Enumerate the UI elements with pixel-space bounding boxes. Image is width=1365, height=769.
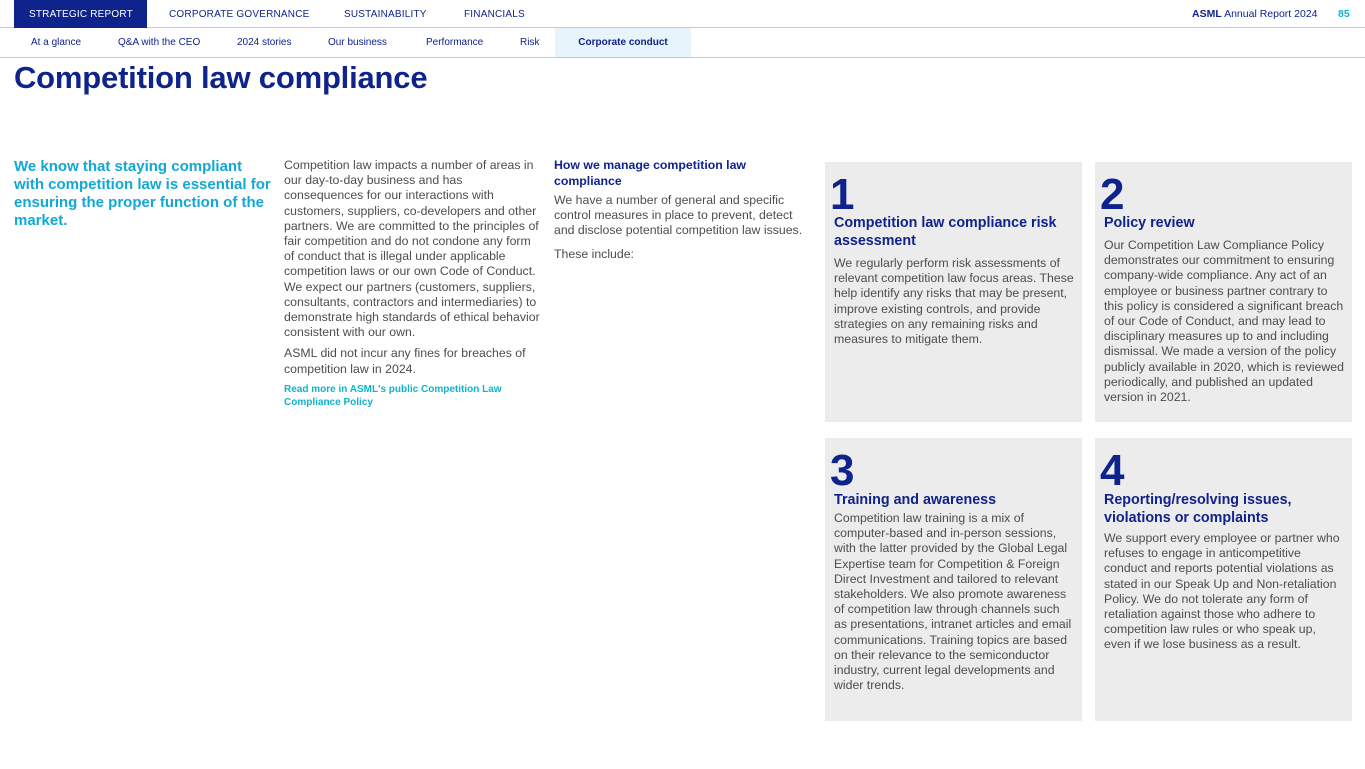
tab-strategic-report[interactable]: STRATEGIC REPORT <box>14 0 147 28</box>
card-text: We support every employee or partner who refuses to engage in anticompetitive conduct and reports potential violations as stated in our Speak Up and Non-retaliation Policy. We do not tolerate any form of retaliation against those who adhere to competition law rules or who speak up, even if we lose business as a result. <box>1104 531 1340 652</box>
sub-nav <box>0 28 1365 58</box>
page-title: Competition law compliance <box>14 60 428 95</box>
subtab-our-business[interactable]: Our business <box>328 37 387 48</box>
card-text: We regularly perform risk assessments of relevant competition law focus areas. These help identify any risks that may be present, improve existing controls, and provide strategies on any remaining risks and measures to mitigate them. <box>834 256 1074 347</box>
management-paragraph: We have a number of general and specific control measures in place to prevent, detect and disclose potential competition law issues. <box>554 193 803 238</box>
subtab-qa-with-ceo[interactable]: Q&A with the CEO <box>118 37 201 48</box>
tab-financials[interactable]: FINANCIALS <box>464 9 525 20</box>
intro-statement: We know that staying compliant with competition law is essential for ensuring the proper function of the market. <box>14 158 271 229</box>
card-title: Reporting/resolving issues, violations or complaints <box>1104 492 1292 526</box>
card-title: Competition law compliance risk assessment <box>834 215 1057 249</box>
overview-paragraph: Competition law impacts a number of areas in our day-to-day business and has consequences for our interactions with customers, suppliers, co-developers and other partners. We are committed to the principles of fair competition and do not condone any form of conduct that is illegal under applicable competition laws or our own Code of Conduct. We expect our partners (customers, suppliers, consultants, contractors and intermediaries) to demonstrate high standards of ethical behavior consistent with our own. <box>284 158 540 340</box>
management-heading: How we manage competition law compliance <box>554 158 747 188</box>
fines-paragraph: ASML did not incur any fines for breaches of competition law in 2024. <box>284 346 526 376</box>
card-title: Policy review <box>1104 215 1195 231</box>
policy-link[interactable]: Read more in ASML's public Competition Law Compliance Policy <box>284 383 502 408</box>
report-label <box>1192 0 1332 28</box>
subtab-performance[interactable]: Performance <box>426 37 484 48</box>
brand-name: ASML <box>1192 8 1222 20</box>
card-training-awareness <box>825 438 1082 721</box>
card-title: Training and awareness <box>834 492 997 508</box>
top-nav <box>0 0 1365 28</box>
card-text: Our Competition Law Compliance Policy demonstrates our commitment to ensuring company-wide compliance. Any act of an employee or business partner contrary to this policy is considered a significant breach of our Code of Conduct, and may lead to disciplinary measures up to and including dismissal. We made a version of the policy publicly available in 2020, which is reviewed periodically, and published an updated version in 2021. <box>1104 238 1344 405</box>
card-reporting-issues <box>1095 438 1352 721</box>
card-number: 2 <box>1100 170 1125 219</box>
management-column <box>554 158 814 270</box>
tab-corporate-governance[interactable]: CORPORATE GOVERNANCE <box>169 9 310 20</box>
card-text: Competition law training is a mix of computer-based and in-person sessions, with the latter provided by the Global Legal Expertise team for Competition & Foreign Direct Investment and tailored to relevant stakeholders. We also promote awareness of competition law through channels such as presentations, intranet articles and email communications. Training topics are based on their relevance to the semiconductor industry, current legal developments and wider trends. <box>834 511 1072 693</box>
subtab-corporate-conduct[interactable]: Corporate conduct <box>555 28 691 57</box>
report-title: Annual Report 2024 <box>1224 8 1318 20</box>
subtab-risk[interactable]: Risk <box>520 37 540 48</box>
page-number: 85 <box>1338 8 1350 20</box>
subtab-2024-stories[interactable]: 2024 stories <box>237 37 292 48</box>
card-number: 4 <box>1100 446 1125 495</box>
card-policy-review <box>1095 162 1352 422</box>
these-include-text: These include: <box>554 246 634 261</box>
tab-sustainability[interactable]: SUSTAINABILITY <box>344 9 427 20</box>
card-risk-assessment <box>825 162 1082 422</box>
subtab-at-a-glance[interactable]: At a glance <box>31 37 82 48</box>
card-number: 3 <box>830 446 855 495</box>
overview-column <box>284 158 542 409</box>
card-number: 1 <box>830 170 855 219</box>
